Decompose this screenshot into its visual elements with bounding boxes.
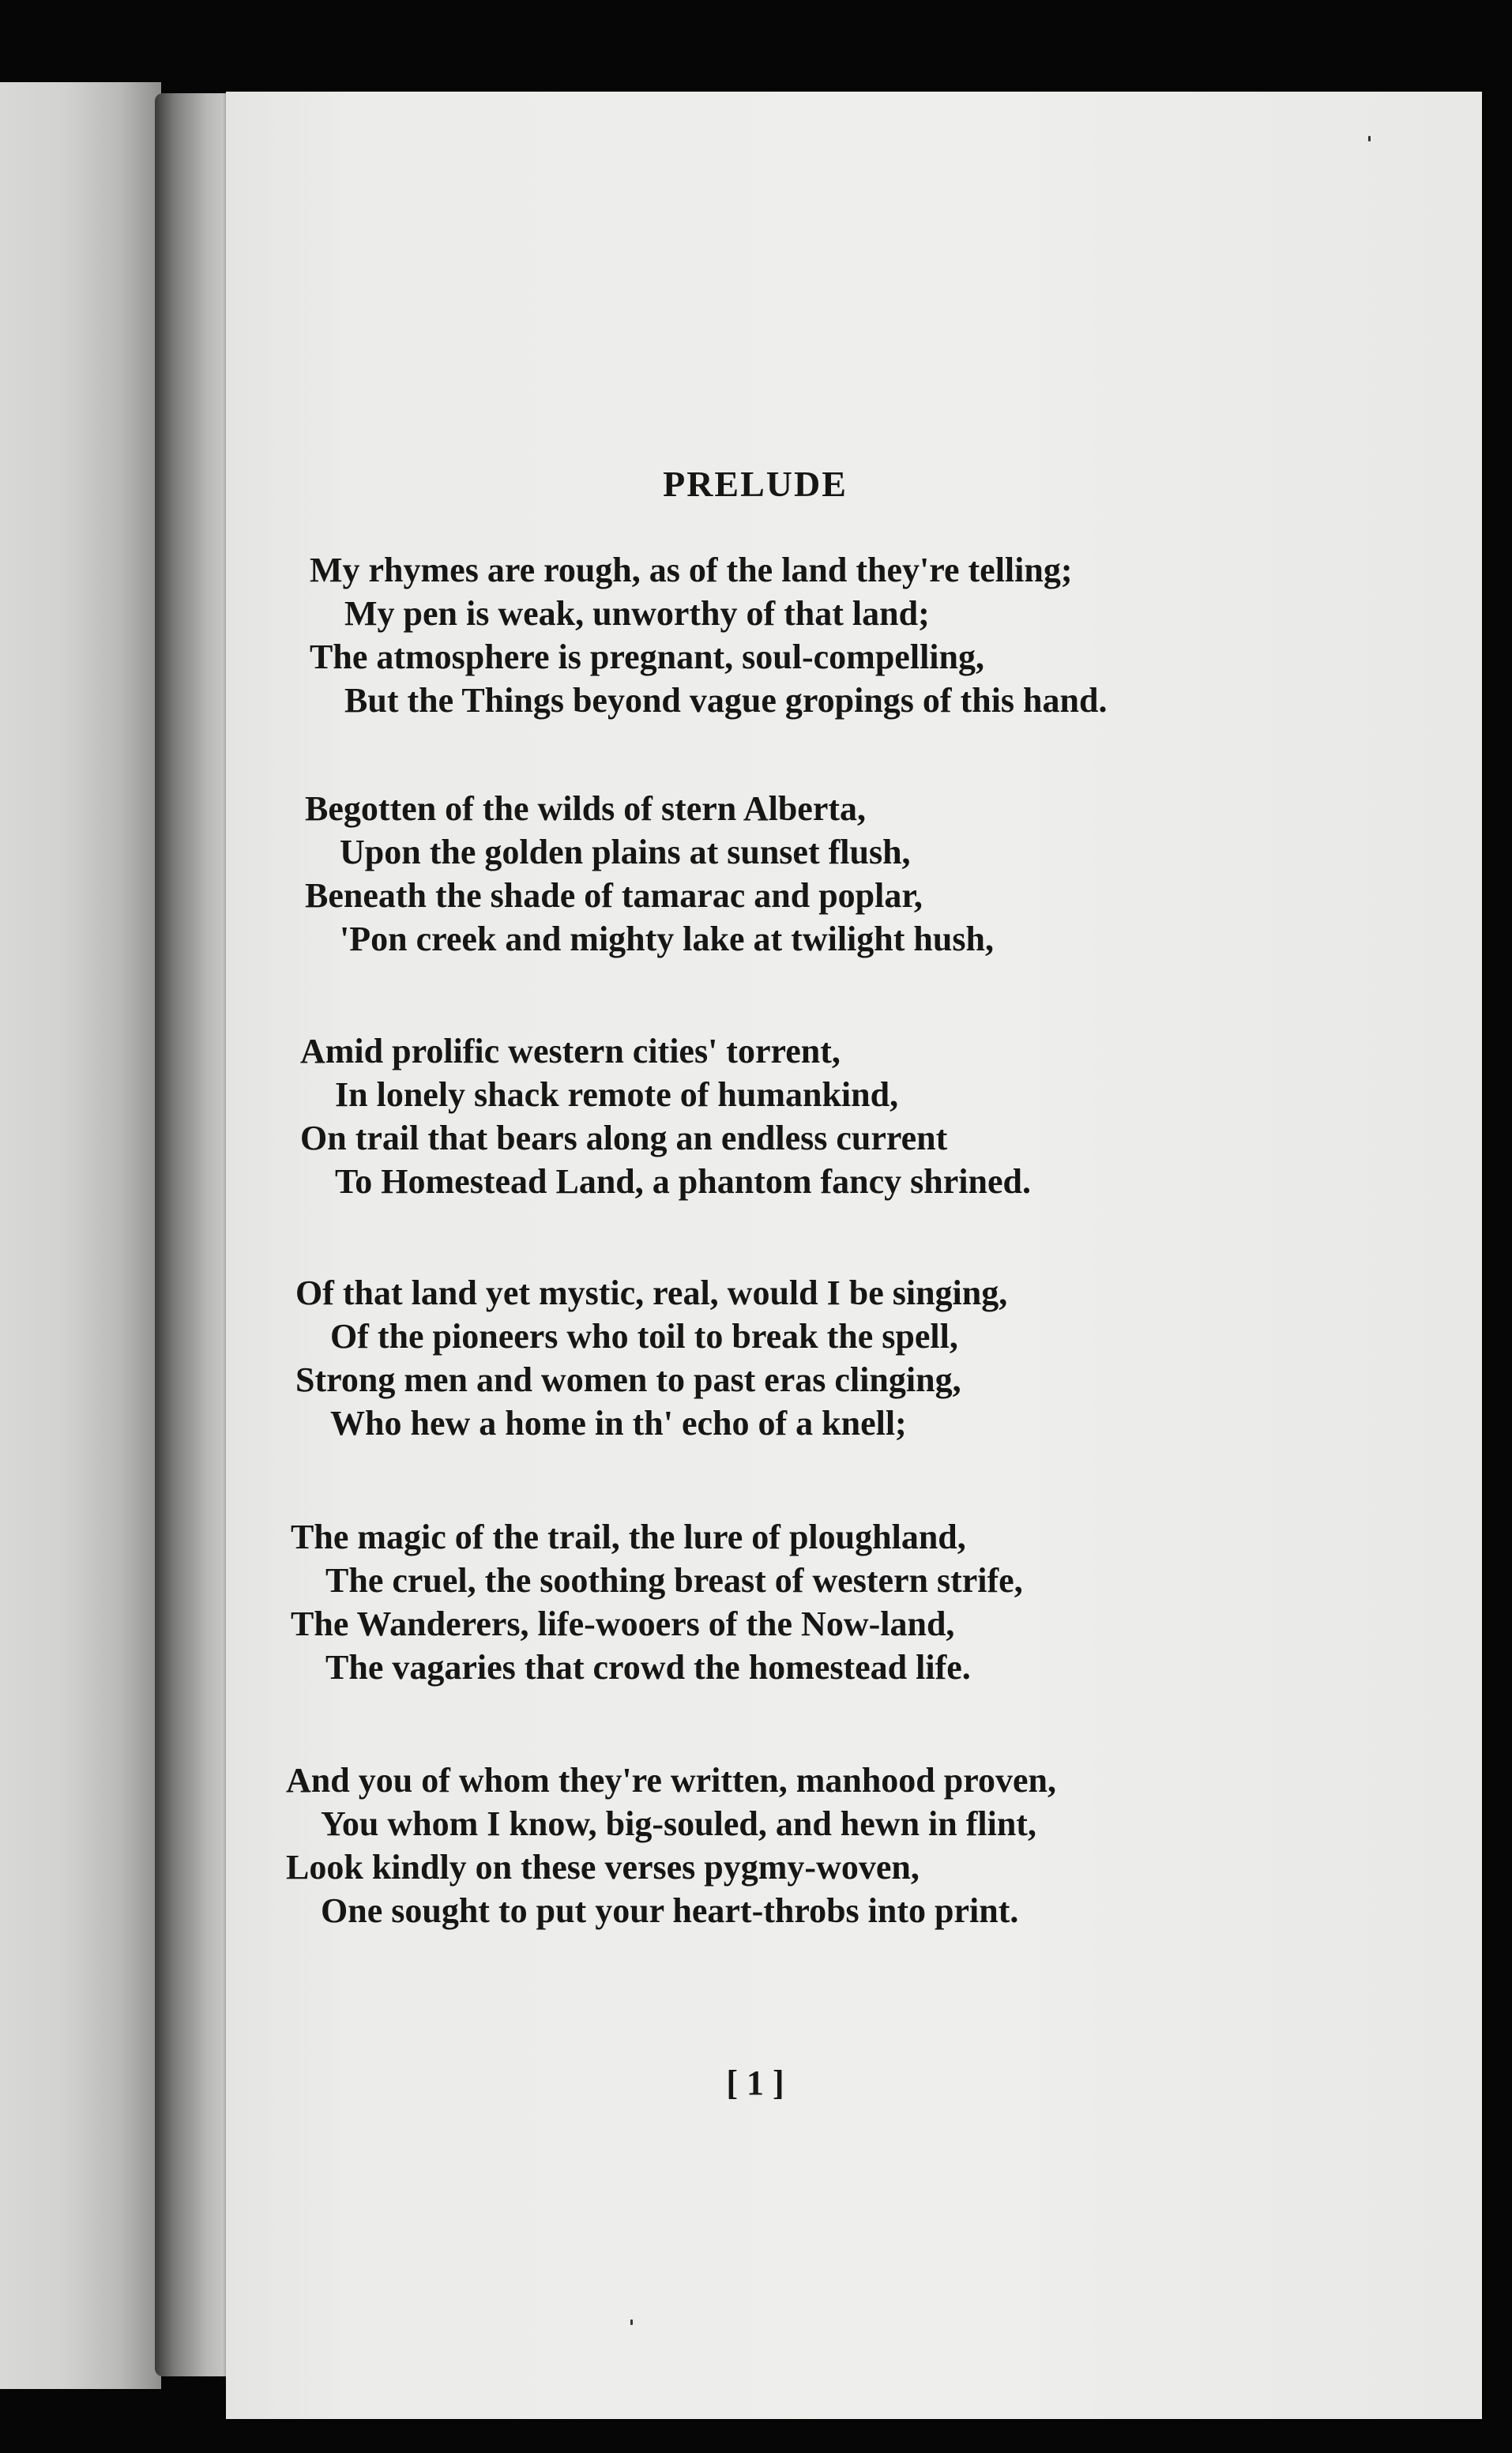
poem-line: You whom I know, big-souled, and hewn in flint, (321, 1804, 1036, 1843)
poem-line: Look kindly on these verses pygmy-woven, (286, 1848, 920, 1887)
poem-line: The cruel, the soothing breast of western strife, (325, 1561, 1023, 1600)
poem-line: The Wanderers, life-wooers of the Now-land, (291, 1605, 955, 1643)
poem-line: Amid prolific western cities' torrent, (300, 1032, 841, 1070)
poem-line: The magic of the trail, the lure of ploughland, (291, 1518, 966, 1556)
stanza-1 (310, 548, 1258, 722)
poem-line: To Homestead Land, a phantom fancy shrined. (335, 1162, 1031, 1201)
poem-line: Strong men and women to past eras clinging, (295, 1360, 961, 1399)
book-page (226, 92, 1482, 2419)
page-number: [ 1 ] (726, 2064, 784, 2102)
poem-line: On trail that bears along an endless current (300, 1119, 948, 1157)
poem-line: Of the pioneers who toil to break the spell, (330, 1317, 958, 1356)
poem-line: One sought to put your heart-throbs into print. (321, 1891, 1019, 1930)
poem-line: In lonely shack remote of humankind, (335, 1075, 899, 1114)
poem-line: Upon the golden plains at sunset flush, (340, 833, 911, 871)
poem-line: The vagaries that crowd the homestead life. (325, 1648, 971, 1687)
facing-page-edge (0, 82, 161, 2389)
poem-line: Begotten of the wilds of stern Alberta, (305, 789, 867, 828)
poem-line: My rhymes are rough, as of the land they're telling; (310, 551, 1073, 589)
poem-line: But the Things beyond vague gropings of this hand. (344, 681, 1108, 720)
page-content (226, 92, 1482, 2419)
poem-line: The atmosphere is pregnant, soul-compelling, (310, 638, 984, 676)
poem-line: Beneath the shade of tamarac and poplar, (305, 876, 923, 915)
scan-speck (1368, 136, 1371, 141)
stanza-2 (305, 787, 1253, 961)
poem-line: 'Pon creek and mighty lake at twilight hush, (340, 920, 994, 958)
stanza-3 (300, 1029, 1248, 1203)
stanza-6 (286, 1759, 1234, 1932)
poem-line: My pen is weak, unworthy of that land; (344, 594, 930, 633)
poem-line: Who hew a home in th' echo of a knell; (330, 1404, 907, 1443)
poem-line: And you of whom they're written, manhood proven, (286, 1761, 1056, 1800)
poem-title: PRELUDE (663, 464, 848, 504)
stanza-4 (295, 1271, 1243, 1445)
scan-speck (630, 2319, 633, 2325)
stanza-5 (291, 1515, 1239, 1689)
poem-line: Of that land yet mystic, real, would I be singing, (295, 1274, 1008, 1312)
